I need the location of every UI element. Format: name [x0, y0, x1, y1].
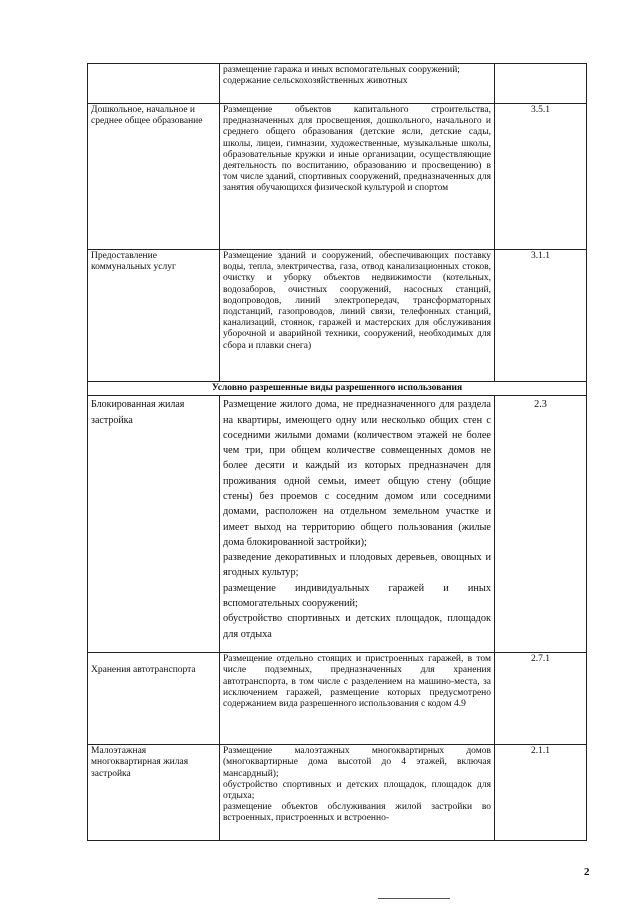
land-use-table: [87, 63, 587, 841]
table-row: [88, 250, 587, 382]
row-description: [220, 396, 495, 653]
description-paragraph: Размещение малоэтажных многоквартирных домов (многоквартирные дома высотой до 4 этажей, включая мансардный);: [223, 746, 491, 779]
description-paragraph: размещение индивидуальных гаражей и иных вспомогательных сооружений;: [223, 582, 491, 610]
table-row: [88, 745, 587, 841]
row-code: 2.1.1: [495, 745, 587, 841]
row-description: [220, 104, 495, 250]
row-code: 3.5.1: [495, 104, 587, 250]
row-code: 3.1.1: [495, 250, 587, 382]
row-name: Предоставление коммунальных услуг: [88, 250, 220, 382]
description-paragraph: Размещение отдельно стоящих и пристроенных гаражей, в том числе подземных, предназначенных для хранения автотранспорта, в том числе с разделением на машино-места, за исключением гаражей, размещение которых предусмотрено содержанием вида разрешенного использования с кодом 4.9: [223, 654, 491, 710]
description-paragraph: разведение декоративных и плодовых деревьев, овощных и ягодных культур;: [223, 552, 491, 579]
footer-divider: [378, 898, 450, 899]
table-row: [88, 64, 587, 104]
section-header-row: [88, 382, 587, 396]
row-description: [220, 250, 495, 382]
page-number: 2: [584, 866, 590, 878]
row-name: Блокированная жилая застройка: [88, 396, 220, 653]
row-description: [220, 64, 495, 104]
description-paragraph: обустройство спортивных и детских площадок, площадок для отдыха;: [223, 779, 491, 802]
row-name: [88, 64, 220, 104]
row-code: 2.3: [495, 396, 587, 653]
description-paragraph: Размещение зданий и сооружений, обеспечивающих поставку воды, тепла, электричества, газа, отвод канализационных стоков, очистку и уборку объектов недвижимости (котельных, водозаборов, очистных сооружений, насосных станций, водопроводов, линий электропередач, трансформаторных подстанций, газопроводов, линий связи, телефонных станций, канализаций, стоянок, гаражей и мастерских для обслуживания уборочной и аварийной техники, сооружений, необходимых для сбора и плавки снега): [223, 251, 491, 351]
section-title: Условно разрешенные виды разрешенного использования: [88, 382, 587, 396]
row-description: [220, 653, 495, 745]
description-paragraph: размещение гаража и иных вспомогательных сооружений;: [223, 65, 460, 75]
description-paragraph: обустройство спортивных и детских площадок, площадок для отдыха: [223, 613, 491, 640]
table-row: [88, 396, 587, 653]
table-row: [88, 653, 587, 745]
description-paragraph: Размещение жилого дома, не предназначенного для раздела на квартиры, имеющего одну или несколько общих стен с соседними жилыми домами (количеством этажей не более чем три, при общем количестве совмещенных домов не более десяти и каждый из которых предназначен для проживания одной семьи, имеет общую стену (общие стены) без проемов с соседним домом или соседними домами, расположен на отдельном земельном участке и имеет выход на территорию общего пользования (жилые дома блокированной застройки);: [223, 399, 491, 548]
row-name: Малоэтажная многоквартирная жилая застройка: [88, 745, 220, 841]
description-paragraph: размещение объектов обслуживания жилой застройки во встроенных, пристроенных и встроенно-: [223, 802, 491, 824]
row-name: Дошкольное, начальное и среднее общее образование: [88, 104, 220, 250]
row-name: Хранения автотранспорта: [88, 653, 220, 745]
row-code: [495, 64, 587, 104]
description-paragraph: содержание сельскохозяйственных животных: [223, 76, 408, 87]
table-row: [88, 104, 587, 250]
row-description: [220, 745, 495, 841]
row-code: 2.7.1: [495, 653, 587, 745]
description-paragraph: Размещение объектов капитального строительства, предназначенных для просвещения, дошкольного, начального и среднего общего образования (детские ясли, детские сады, школы, лицеи, гимназии, художественные, музыкальные школы, образовательные кружки и иные организации, осуществляющие деятельность по воспитанию, образованию и просвещению) в том числе зданий, спортивных сооружений, предназначенных для занятия обучающихся физической культурой и спортом: [223, 105, 491, 194]
